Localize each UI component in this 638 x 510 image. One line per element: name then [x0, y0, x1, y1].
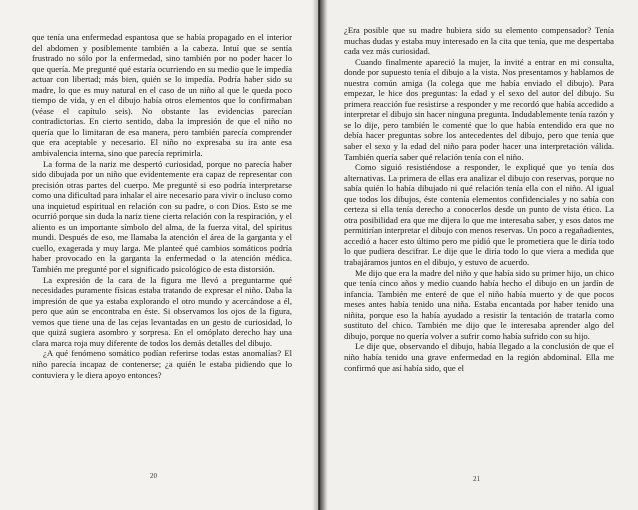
- gutter-shadow: [318, 0, 328, 510]
- right-page-body: [344, 25, 614, 373]
- paragraph: ¿Era posible que su madre hubiera sido su elemento compensador? Tenía muchas dudas y estaba muy interesado en la cita que tenía, que me despertaba cada vez más curiosidad.: [344, 25, 614, 57]
- paragraph: que tenía una enfermedad espantosa que se había propagado en el interior del abdomen y posiblemente también a la cabeza. Intuí que se sentía frustrado no sólo por la enfermedad, sino también por no poder hacer lo que quería. Me pregunté qué estaría ocurriendo en su medio que le impedía actuar con libertad; más bien, quién se lo impedía. Podría haber sido su madre, lo que es muy natural en el caso de un niño al que le queda poco tiempo de vida, y en el dibujo había otros elementos que lo confirmaban (véase el capítulo seis). No obstante las evidencias parecían contradictorias. En cierto sentido, daba la impresión de que el niño no quería que lo limitaran de esa manera, pero también parecía comprender que era aceptable y necesario. El niño no expresaba su ira ante esa ambivalencia interna, sino que parecía reprimirla.: [32, 32, 292, 159]
- paragraph: Me dijo que era la madre del niño y que había sido su primer hijo, un chico que tenía cinco años y medio cuando había hecho el dibujo en un jardín de infancia. También me enteré de que el niño había muerto y de que pocos meses antes había tenido una niña. Estaba encantada por haber tenido una niñita, porque eso la había ayudado a resistir la tentación de tratarla como sustituto del chico. También me dijo que le interesaba aprender algo del dibujo, porque no quería volver a sufrir como había sufrido con su hijo.: [344, 267, 614, 341]
- paragraph: ¿A qué fenómeno somático podían referirse todas estas anomalías? El niño parecía incapaz de contenerse; ¿a quién le estaba pidiendo que lo contuviera y le diera apoyo entonces?: [32, 348, 292, 380]
- left-page-body: [32, 32, 292, 380]
- paragraph: La expresión de la cara de la figura me llevó a preguntarme qué necesidades puramente físicas estaba tratando de expresar el niño. Daba la impresión de que ya estaba explorando el otro mundo y acercándose a él, pero que aún se encontraba en éste. Si observamos los ojos de la figura, vemos que tiene una de las cejas levantadas en un gesto de curiosidad, lo que quizá sugiera asombro y sorpresa. En el omóplato derecho hay una clara marca roja muy diferente de todos los demás detalles del dibujo.: [32, 274, 292, 348]
- paragraph: Como siguió resistiéndose a responder, le expliqué que yo tenía dos alternativas. La primera de ellas era analizar el dibujo con reservas, porque no sabía quién lo había dibujado ni qué relación tenía ella con el niño. Al igual que todos los dibujos, éste contenía elementos confidenciales y no sabía con certeza si ella tenía derecho a conocerlos desde un punto de vista ético. La otra posibilidad era que me dijera lo que me interesaba saber, y esos datos me permitirían interpretar el dibujo con menos reservas. Un poco a regañadientes, accedió a hacer esto último pero me pidió que le prometiera que le diría todo lo que pudiera descifrar. Le dije que le diría todo lo que viera a medida que trabajáramos juntos en el dibujo, y estuvo de acuerdo.: [344, 162, 614, 268]
- page-number: 21: [473, 475, 480, 483]
- paragraph: Cuando finalmente apareció la mujer, la invité a entrar en mi consulta, donde por supuesto tenía el dibujo a la vista. Nos presentamos y hablamos de nuestra común amiga (la colega que me había enviado el dibujo). Para empezar, le hice dos preguntas: la edad y el sexo del autor del dibujo. Su primera reacción fue resistirse a responder y me recordó que había accedido a interpretar el dibujo sin hacer ninguna pregunta. Indudablemente tenía razón y se lo dije, pero también le comenté que lo que había entendido era que no debía hacer preguntas sobre los antecedentes del dibujo, pero que tenía que saber el sexo y la edad del niño para poder hacer una interpretación válida. También quería saber qué relación tenía con el niño.: [344, 56, 614, 162]
- left-page: [0, 0, 318, 510]
- paragraph: La forma de la nariz me despertó curiosidad, porque no parecía haber sido dibujada por un niño que evidentemente era capaz de representar con precisión otras partes del cuerpo. Me pregunté si eso podría interpretarse como una dificultad para inhalar el aire necesario para vivir o incluso como una inquietud espiritual en relación con su padre, o con Dios. Esto se me ocurrió porque sin duda la nariz tiene cierta relación con la respiración, y el aliento es un importante símbolo del alma, de la fuerza vital, del spiritus mundi. Después de eso, me llamaba la atención el área de la garganta y el cuello, exagerada y muy larga. Me planteé qué cambios somáticos podría haber provocado en la garganta la enfermedad o la atención médica. También me pregunté por el significado psicológico de esta distorsión.: [32, 158, 292, 275]
- page-number: 20: [150, 472, 157, 480]
- right-page: [318, 0, 638, 510]
- paragraph: Le dije que, observando el dibujo, había llegado a la conclusión de que el niño había tenido una grave enfermedad en la región abdominal. Ella me confirmó que así había sido, que el: [344, 341, 614, 373]
